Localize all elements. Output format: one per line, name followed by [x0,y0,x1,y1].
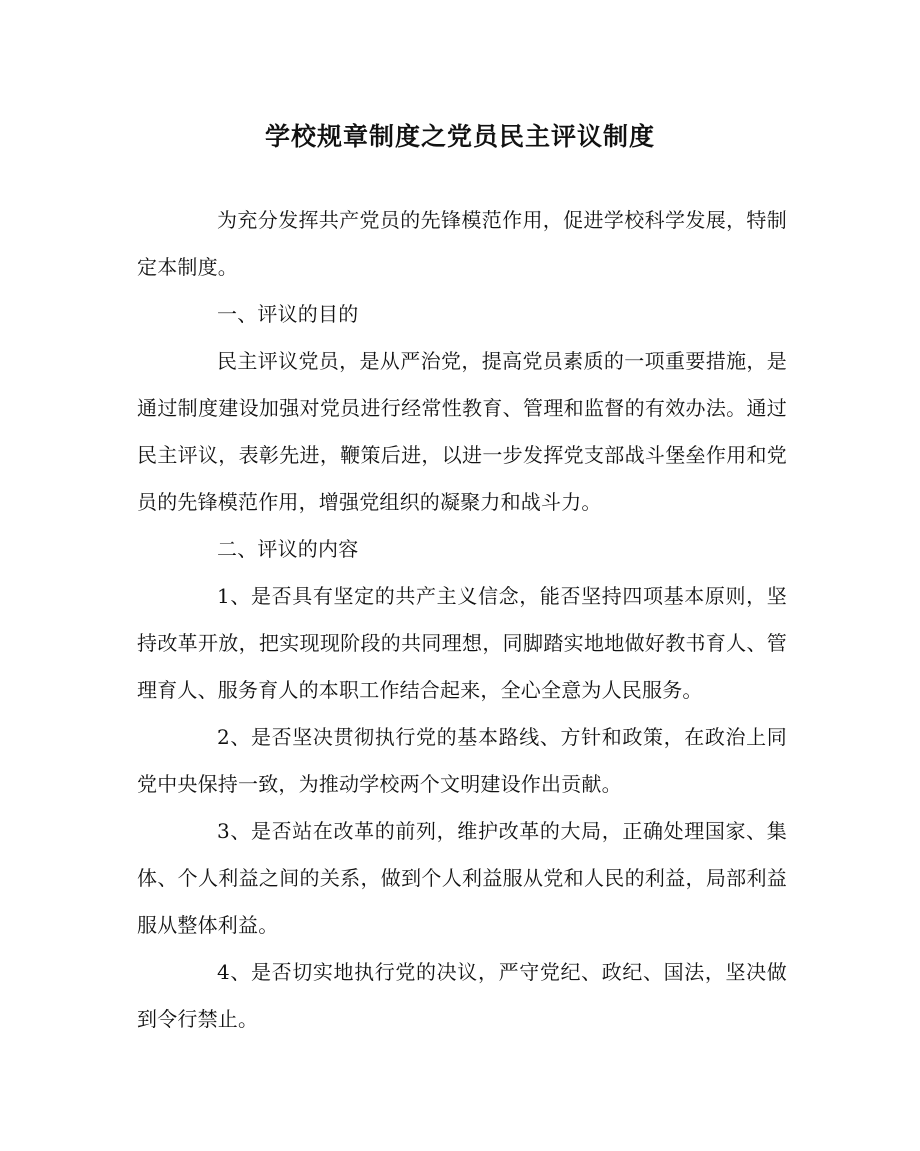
paragraph-purpose: 民主评议党员，是从严治党，提高党员素质的一项重要措施，是通过制度建设加强对党员进行经常性教育、管理和监督的有效办法。通过民主评议，表彰先进，鞭策后进，以进一步发挥党支部战斗堡垒作用和党员的先锋模范作用，增强党组织的凝聚力和战斗力。 [137,349,787,514]
list-item-1: 1、是否具有坚定的共产主义信念，能否坚持四项基本原则，坚持改革开放，把实现现阶段的共同理想，同脚踏实地地做好教书育人、管理育人、服务育人的本职工作结合起来，全心全意为人民服务。 [137,584,787,702]
document-body [137,197,787,1043]
list-item-2: 2、是否坚决贯彻执行党的基本路线、方针和政策，在政治上同党中央保持一致，为推动学校两个文明建设作出贡献。 [137,725,787,796]
paragraph-intro: 为充分发挥共产党员的先锋模范作用，促进学校科学发展，特制定本制度。 [137,208,787,279]
section-heading-purpose: 一、评议的目的 [217,302,359,326]
list-item-4: 4、是否切实地执行党的决议，严守党纪、政纪、国法，坚决做到令行禁止。 [137,960,787,1031]
list-item-3: 3、是否站在改革的前列，维护改革的大局，正确处理国家、集体、个人利益之间的关系，做到个人利益服从党和人民的利益，局部利益服从整体利益。 [137,819,787,937]
document-title: 学校规章制度之党员民主评议制度 [264,122,655,151]
section-heading-content: 二、评议的内容 [217,537,359,561]
